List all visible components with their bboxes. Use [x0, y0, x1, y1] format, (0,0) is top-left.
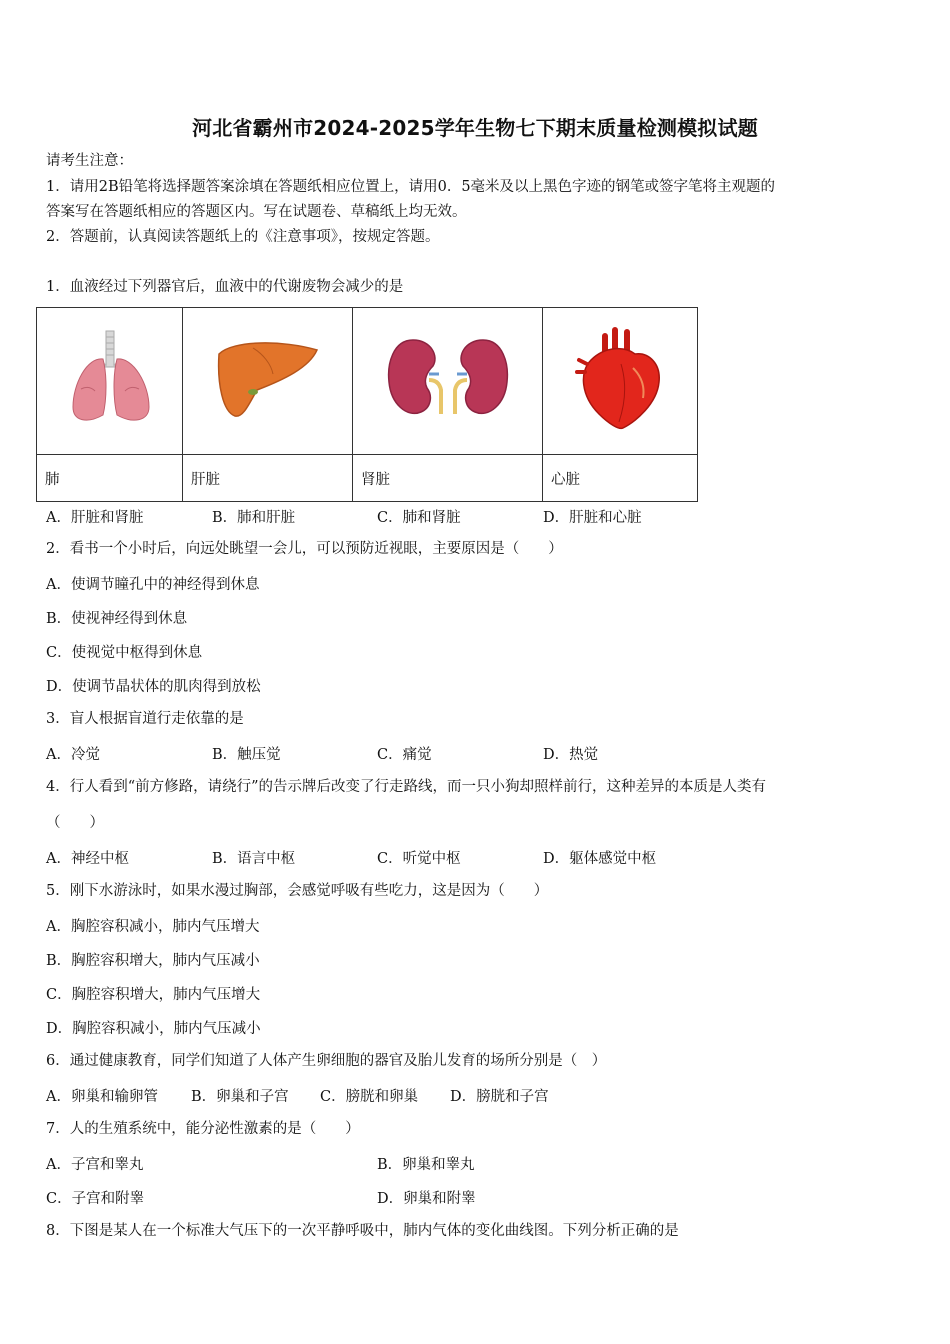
- q6-stem: 6．通过健康教育，同学们知道了人体产生卵细胞的器官及胎儿发育的场所分别是（ ）: [46, 1053, 607, 1069]
- q1-organ-table: [36, 307, 698, 502]
- q2-option-b[interactable]: B．使视神经得到休息: [46, 611, 188, 627]
- organ-label-lung: 肺: [37, 455, 183, 502]
- heart-image-cell: [543, 308, 698, 455]
- q4-stem: 4．行人看到“前方修路，请绕行”的告示牌后改变了行走路线，而一只小狗却照样前行，这种差异的本质是人类有: [46, 779, 767, 795]
- q3-option-b[interactable]: B．触压觉: [212, 747, 281, 763]
- lung-image-cell: [37, 308, 183, 455]
- liver-icon: [213, 334, 323, 424]
- q4-stem-cont: （ ）: [46, 815, 104, 831]
- q3-option-d[interactable]: D．热觉: [543, 747, 599, 763]
- q7-option-c[interactable]: C．子宫和附睾: [46, 1191, 145, 1207]
- q1-option-d[interactable]: D．肝脏和心脏: [543, 510, 642, 526]
- notice-item-1-cont: 答案写在答题纸相应的答题区内。写在试题卷、草稿纸上均无效。: [46, 204, 467, 220]
- q1-stem: 1．血液经过下列器官后，血液中的代谢废物会减少的是: [46, 279, 404, 295]
- q2-option-a[interactable]: A．使调节瞳孔中的神经得到休息: [46, 577, 260, 593]
- lungs-icon: [65, 329, 155, 429]
- q7-option-b[interactable]: B．卵巢和睾丸: [377, 1157, 475, 1173]
- q5-option-b[interactable]: B．胸腔容积增大，肺内气压减小: [46, 953, 260, 969]
- q1-option-b[interactable]: B．肺和肝脏: [212, 510, 296, 526]
- kidney-image-cell: [353, 308, 543, 455]
- q5-option-c[interactable]: C．胸腔容积增大，肺内气压增大: [46, 987, 261, 1003]
- notice-item-2: 2．答题前，认真阅读答题纸上的《注意事项》，按规定答题。: [46, 229, 440, 245]
- q2-option-c[interactable]: C．使视觉中枢得到休息: [46, 645, 203, 661]
- q1-option-c[interactable]: C．肺和肾脏: [377, 510, 461, 526]
- q8-stem: 8．下图是某人在一个标准大气压下的一次平静呼吸中，肺内气体的变化曲线图。下列分析正确的是: [46, 1223, 679, 1239]
- q7-stem: 7．人的生殖系统中，能分泌性激素的是（ ）: [46, 1121, 360, 1137]
- q6-option-b[interactable]: B．卵巢和子宫: [191, 1089, 289, 1105]
- notice-item-1: 1．请用2B铅笔将选择题答案涂填在答题纸相应位置上，请用0．5毫米及以上黑色字迹的钢笔或签字笔将主观题的: [46, 179, 776, 195]
- heart-icon: [575, 324, 665, 434]
- page-title: 河北省霸州市2024-2025学年生物七下期末质量检测模拟试题: [192, 116, 758, 140]
- q5-option-d[interactable]: D．胸腔容积减小，肺内气压减小: [46, 1021, 261, 1037]
- q6-option-c[interactable]: C．膀胱和卵巢: [320, 1089, 419, 1105]
- organ-label-kidney: 肾脏: [353, 455, 543, 502]
- q2-stem: 2．看书一个小时后，向远处眺望一会儿，可以预防近视眼，主要原因是（ ）: [46, 541, 563, 557]
- q5-stem: 5．刚下水游泳时，如果水漫过胸部，会感觉呼吸有些吃力，这是因为（ ）: [46, 883, 549, 899]
- notice-heading: 请考生注意：: [46, 153, 133, 169]
- q7-option-a[interactable]: A．子宫和睾丸: [46, 1157, 144, 1173]
- q4-option-c[interactable]: C．听觉中枢: [377, 851, 461, 867]
- q3-stem: 3．盲人根据盲道行走依靠的是: [46, 711, 244, 727]
- q3-option-c[interactable]: C．痛觉: [377, 747, 432, 763]
- q2-option-d[interactable]: D．使调节晶状体的肌肉得到放松: [46, 679, 261, 695]
- q4-option-a[interactable]: A．神经中枢: [46, 851, 129, 867]
- q5-option-a[interactable]: A．胸腔容积减小，肺内气压增大: [46, 919, 260, 935]
- q3-option-a[interactable]: A．冷觉: [46, 747, 100, 763]
- liver-image-cell: [183, 308, 353, 455]
- organ-label-liver: 肝脏: [183, 455, 353, 502]
- q6-option-d[interactable]: D．膀胱和子宫: [450, 1089, 549, 1105]
- q4-option-d[interactable]: D．躯体感觉中枢: [543, 851, 657, 867]
- q6-option-a[interactable]: A．卵巢和输卵管: [46, 1089, 158, 1105]
- q4-option-b[interactable]: B．语言中枢: [212, 851, 296, 867]
- kidneys-icon: [383, 334, 513, 424]
- q7-option-d[interactable]: D．卵巢和附睾: [377, 1191, 476, 1207]
- organ-label-heart: 心脏: [543, 455, 698, 502]
- q1-option-a[interactable]: A．肝脏和肾脏: [46, 510, 144, 526]
